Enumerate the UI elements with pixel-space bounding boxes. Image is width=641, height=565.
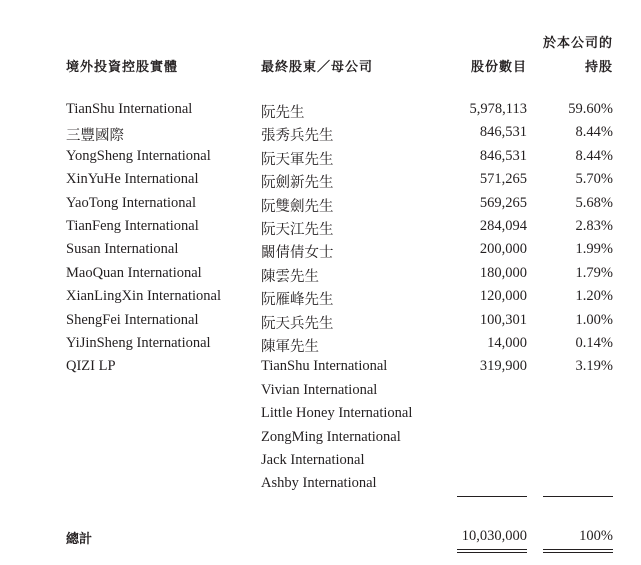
ultimate-shareholder: Jack International	[261, 452, 365, 468]
ultimate-shareholder: Ashby International	[261, 475, 377, 492]
header-entity: 境外投資控股實體	[66, 60, 179, 75]
share-count: 100,301	[479, 311, 527, 328]
entity-name: 三豐國際	[66, 128, 124, 145]
ultimate-shareholder: TianShu International	[261, 358, 388, 375]
share-count: 14,000	[487, 335, 527, 351]
ultimate-shareholder: Little Honey International	[261, 405, 413, 422]
ultimate-shareholder: ZongMing International	[261, 428, 401, 445]
table-row	[0, 265, 641, 288]
holding-percent: 5.70%	[575, 171, 613, 188]
total-double-line-pct	[543, 549, 613, 553]
ultimate-shareholder: 阮劍新先生	[261, 175, 334, 192]
entity-name: ShengFei International	[66, 311, 199, 328]
ultimate-shareholder: 闞倩倩女士	[261, 245, 334, 262]
share-count: 319,900	[479, 358, 527, 375]
ultimate-shareholder: 陳雲先生	[261, 268, 319, 285]
table-row	[0, 195, 641, 218]
share-count: 120,000	[479, 288, 527, 305]
holding-percent: 1.20%	[575, 288, 613, 305]
entity-name: Susan International	[66, 241, 179, 258]
subtotal-line-shares	[457, 496, 527, 497]
share-count: 846,531	[479, 147, 527, 164]
entity-name: YiJinSheng International	[66, 335, 211, 351]
ultimate-shareholder: 阮先生	[261, 105, 305, 121]
entity-name: MaoQuan International	[66, 264, 202, 281]
ultimate-shareholder: 阮雁峰先生	[261, 292, 334, 309]
ultimate-shareholder: Vivian International	[261, 381, 378, 398]
entity-name: TianFeng International	[66, 218, 199, 234]
share-count: 180,000	[479, 264, 527, 281]
share-count: 5,978,113	[469, 101, 527, 117]
ultimate-shareholder: 阮雙劍先生	[261, 198, 334, 215]
share-count: 846,531	[479, 124, 527, 141]
holding-percent: 59.60%	[568, 101, 613, 117]
table-row	[0, 382, 641, 405]
table-row	[0, 429, 641, 452]
holding-percent: 8.44%	[575, 124, 613, 141]
entity-name: XianLingXin International	[66, 288, 222, 305]
share-count: 571,265	[479, 171, 527, 188]
share-count: 569,265	[479, 194, 527, 211]
table-row	[0, 148, 641, 171]
entity-name: TianShu International	[66, 101, 193, 117]
holding-percent: 0.14%	[575, 335, 613, 351]
ultimate-shareholder: 張秀兵先生	[261, 128, 334, 145]
table-row	[0, 312, 641, 335]
holding-percent: 1.99%	[575, 241, 613, 258]
table-row	[0, 241, 641, 264]
table-row	[0, 358, 641, 381]
entity-name: YongSheng International	[66, 147, 211, 164]
entity-name: QIZI LP	[66, 358, 116, 375]
table-row	[0, 171, 641, 194]
holding-percent: 5.68%	[575, 194, 613, 211]
table-row	[0, 335, 641, 358]
share-count: 200,000	[479, 241, 527, 258]
total-shares: 10,030,000	[461, 528, 527, 544]
subtotal-line-pct	[543, 496, 613, 497]
header-shareholder: 最終股東／母公司	[261, 60, 374, 75]
total-label: 總計	[66, 532, 93, 547]
entity-name: YaoTong International	[66, 194, 197, 211]
holding-percent: 3.19%	[575, 358, 613, 375]
table-row	[0, 452, 641, 475]
ultimate-shareholder: 陳軍先生	[261, 339, 319, 355]
share-count: 284,094	[479, 218, 527, 234]
holding-percent: 1.00%	[575, 311, 613, 328]
table-row	[0, 288, 641, 311]
holding-percent: 2.83%	[575, 218, 613, 234]
ultimate-shareholder: 阮天軍先生	[261, 151, 334, 168]
table-row	[0, 405, 641, 428]
ultimate-shareholder: 阮天兵先生	[261, 315, 334, 332]
entity-name: XinYuHe International	[66, 171, 199, 188]
header-holding-line1: 於本公司的	[542, 36, 613, 51]
total-double-line-shares	[457, 549, 527, 553]
table-row	[0, 101, 641, 124]
header-holding-line2: 持股	[584, 60, 613, 75]
holding-percent: 8.44%	[575, 147, 613, 164]
header-shares: 股份數目	[470, 60, 527, 75]
total-row	[0, 528, 641, 551]
table-row	[0, 475, 641, 498]
ultimate-shareholder: 阮天江先生	[261, 222, 334, 238]
total-pct: 100%	[579, 528, 613, 544]
table-row	[0, 124, 641, 147]
holding-percent: 1.79%	[575, 264, 613, 281]
table-row	[0, 218, 641, 241]
